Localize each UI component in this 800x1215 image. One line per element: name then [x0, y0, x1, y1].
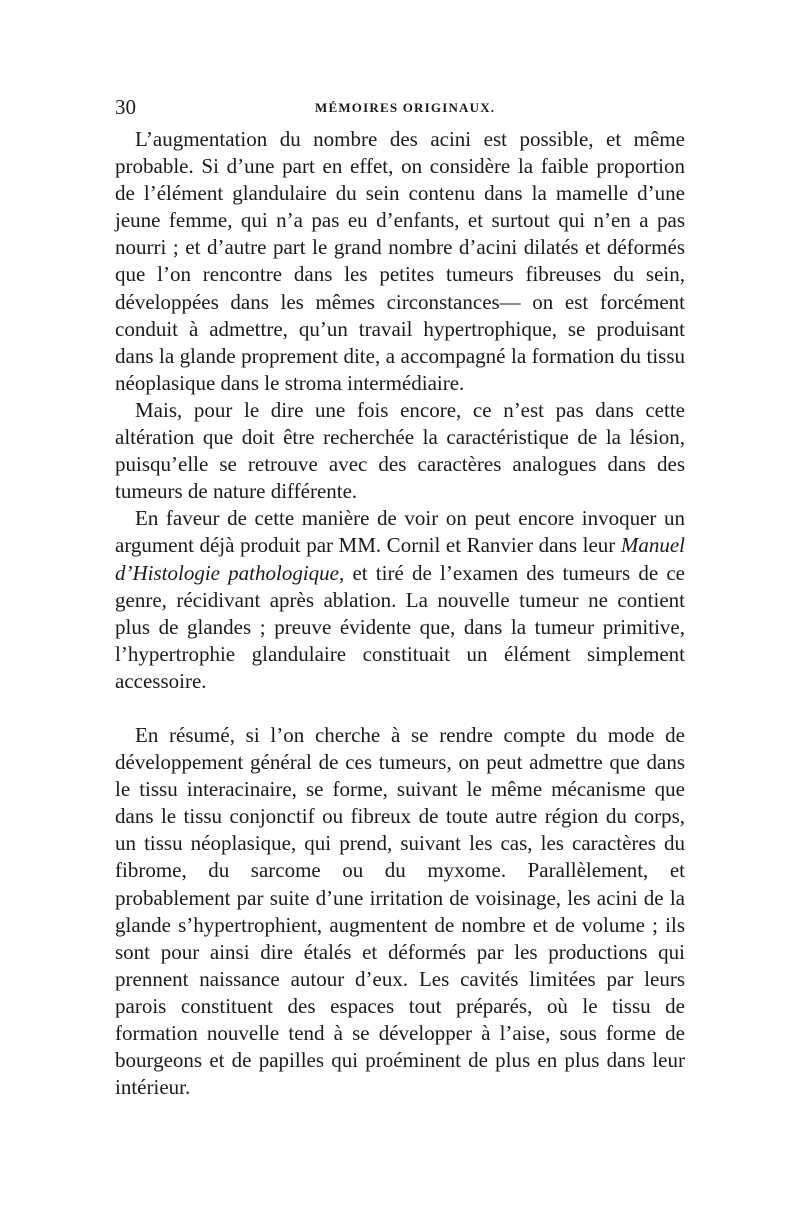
running-title: MÉMOIRES ORIGINAUX.: [315, 100, 496, 115]
paragraph-summary: En résumé, si l’on cherche à se rendre compte du mode de développement général de ces tumeurs, on peut admettre que dans le tissu interacinaire, se forme, suivant le même mécanisme que dans le tissu conjonctif ou fibreux de toute autre région du corps, un tissu néoplasique, qui prend, suivant les cas, les caractères du fibrome, du sarcome ou du myxome. Parallèlement, et probablement par suite d’une irritation de voisinage, les acini de la glande s’hypertrophient, augmentent de nombre et de volume ; ils sont pour ainsi dire étalés et déformés par les productions qui prennent naissance autour d’eux. Les cavités limitées par leurs parois constituent des espaces tout préparés, où le tissu de formation nouvelle tend à se développer à l’aise, sous forme de bourgeons et de papilles qui proéminent de plus en plus dans leur intérieur.: [115, 722, 685, 1100]
paragraph-cornil-ranvier: [115, 505, 685, 695]
page-number: 30: [115, 95, 136, 119]
paragraph-not-characteristic: Mais, pour le dire une fois encore, ce n’est pas dans cette altération que doit être recherchée la caractéristique de la lésion, puisqu’elle se retrouve avec des caractères analogues dans des tumeurs de nature différente.: [115, 397, 685, 504]
paragraph-acini-increase: L’augmentation du nombre des acini est possible, et même probable. Si d’une part en effet, on considère la faible proportion de l’élément glandulaire du sein contenu dans la mamelle d’une jeune femme, qui n’a pas eu d’enfants, et surtout qui n’en a pas nourri ; et d’autre part le grand nombre d’acini dilatés et déformés que l’on rencontre dans les petites tumeurs fibreuses du sein, développées dans les mêmes circonstances— on est forcément conduit à admettre, qu’un travail hypertrophique, se produisant dans la glande proprement dite, a accompagné la formation du tissu néoplasique dans le stroma intermédiaire.: [115, 127, 685, 395]
running-head: [115, 95, 685, 125]
book-title-citation: Manuel d’Histologie pathologique: [115, 533, 685, 585]
body-text: [115, 126, 685, 1101]
paragraph-text-before: En faveur de cette manière de voir on peut encore invoquer un argument déjà produit par MM. Cornil et Ranvier dans leur: [115, 506, 685, 558]
paragraph-text-after: , et tiré de l’examen des tumeurs de ce genre, récidivant après ablation. La nouvelle tumeur ne contient plus de glandes ; preuve évidente que, dans la tumeur primitive, l’hypertrophie glandulaire constituait un élément simplement accessoire.: [115, 560, 685, 693]
